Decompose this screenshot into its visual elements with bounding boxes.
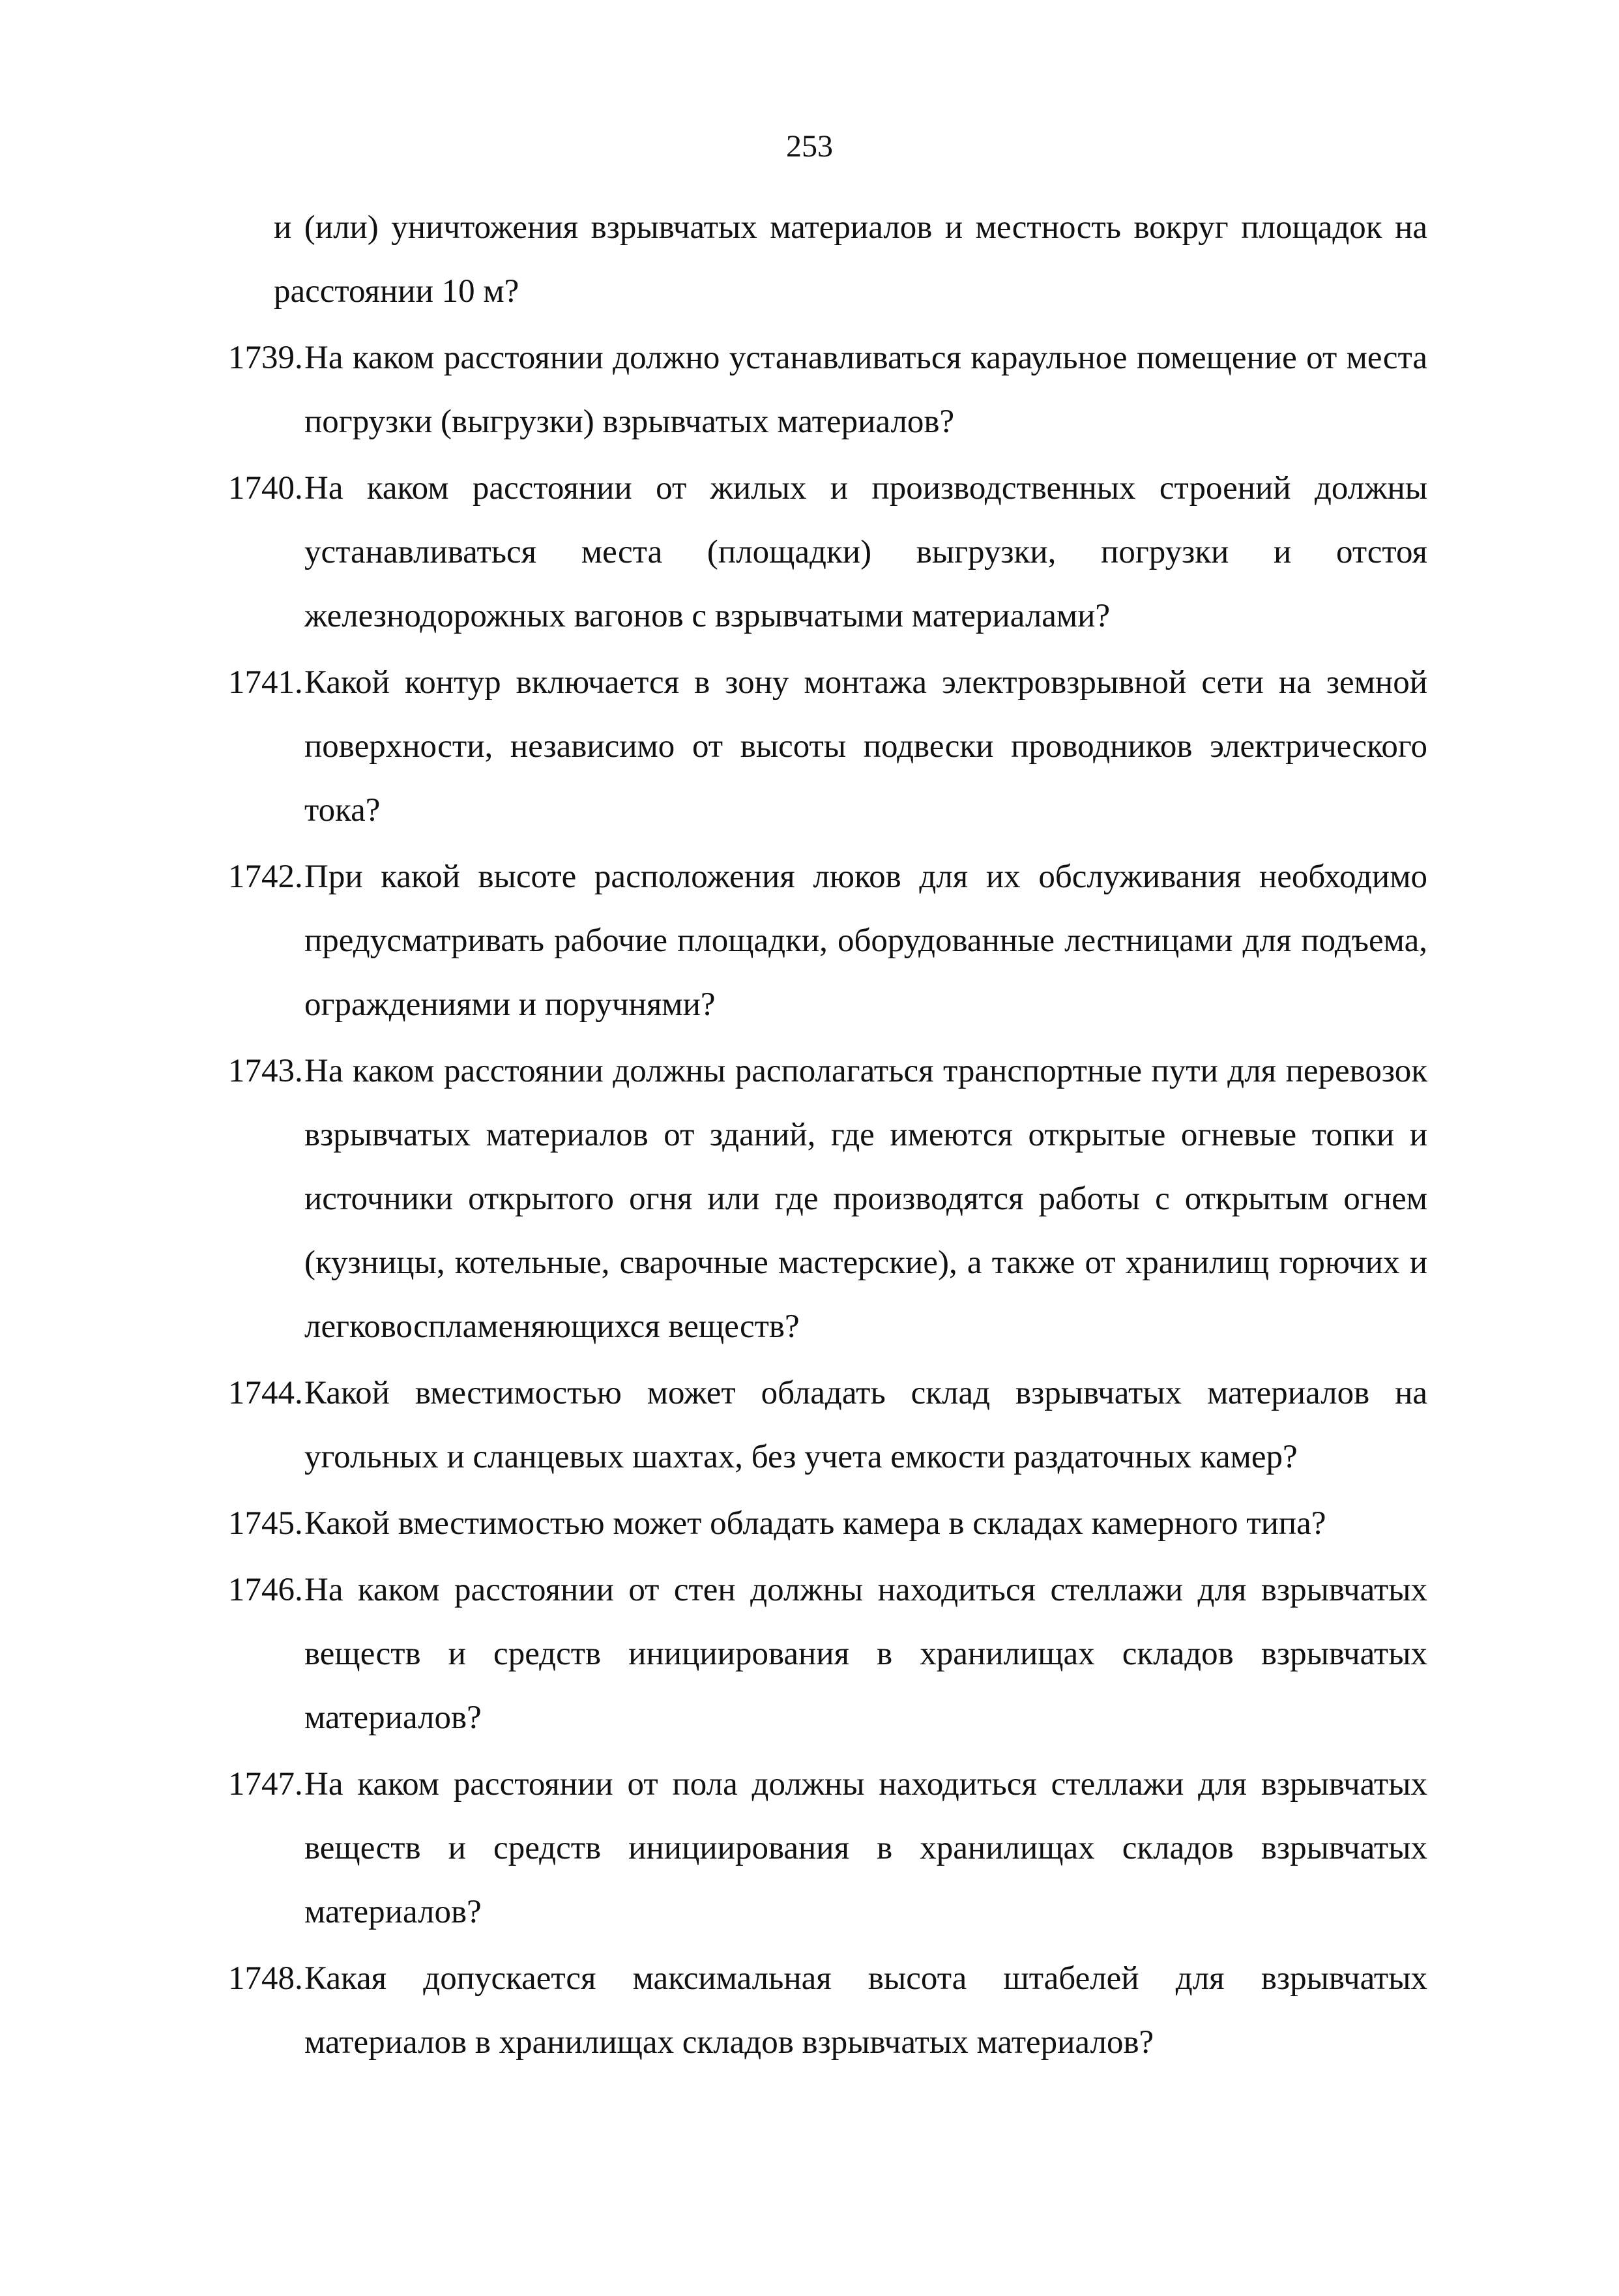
question-number: 1742. xyxy=(228,859,303,895)
question-item xyxy=(228,456,1427,648)
question-number: 1739. xyxy=(228,340,303,376)
question-text: Какой контур включается в зону монтажа электровзрывной сети на земной поверхности, независимо от высоты подвески проводников электрического тока? xyxy=(304,664,1427,829)
question-text: На каком расстоянии должны располагаться транспортные пути для перевозок взрывчатых материалов от зданий, где имеются открытые огневые топки и источники открытого огня или где производятся работы с открытым огнем (кузницы, котельные, сварочные мастерские), а также от хранилищ горючих и легковоспламеняющихся веществ? xyxy=(304,1053,1427,1345)
question-item xyxy=(228,1947,1427,2074)
question-number: 1747. xyxy=(228,1766,303,1803)
question-item xyxy=(228,845,1427,1037)
question-text: При какой высоте расположения люков для их обслуживания необходимо предусматривать рабочие площадки, оборудованные лестницами для подъема, ограждениями и поручнями? xyxy=(304,859,1427,1023)
question-text: На каком расстоянии от пола должны находиться стеллажи для взрывчатых веществ и средств инициирования в хранилищах складов взрывчатых материалов? xyxy=(304,1766,1427,1930)
question-item xyxy=(228,1752,1427,1944)
question-text: На каком расстоянии от стен должны находиться стеллажи для взрывчатых веществ и средств инициирования в хранилищах складов взрывчатых материалов? xyxy=(304,1572,1427,1736)
question-item xyxy=(228,326,1427,454)
question-number: 1741. xyxy=(228,664,303,701)
question-item xyxy=(228,1361,1427,1489)
question-item xyxy=(228,651,1427,842)
question-item xyxy=(228,1558,1427,1750)
question-number: 1740. xyxy=(228,470,303,507)
question-number: 1744. xyxy=(228,1375,303,1411)
question-number: 1748. xyxy=(228,1960,303,1997)
question-text: На каком расстоянии должно устанавливаться караульное помещение от места погрузки (выгрузки) взрывчатых материалов? xyxy=(304,340,1427,440)
question-text: Какой вместимостью может обладать склад взрывчатых материалов на угольных и сланцевых шахтах, без учета емкости раздаточных камер? xyxy=(304,1375,1427,1475)
question-item xyxy=(228,1039,1427,1359)
question-number: 1743. xyxy=(228,1053,303,1089)
question-number: 1745. xyxy=(228,1505,303,1542)
question-list xyxy=(228,196,1427,2077)
question-number: 1746. xyxy=(228,1572,303,1608)
continuation-text: и (или) уничтожения взрывчатых материалов и местность вокруг площадок на расстоянии 10 м? xyxy=(274,209,1427,310)
page-number: 253 xyxy=(786,129,833,164)
question-text: Какой вместимостью может обладать камера в складах камерного типа? xyxy=(304,1505,1326,1542)
question-item xyxy=(228,1492,1427,1555)
question-text: Какая допускается максимальная высота штабелей для взрывчатых материалов в хранилищах складов взрывчатых материалов? xyxy=(304,1960,1427,2061)
question-text: На каком расстоянии от жилых и производственных строений должны устанавливаться места (площадки) выгрузки, погрузки и отстоя железнодорожных вагонов с взрывчатыми материалами? xyxy=(304,470,1427,634)
